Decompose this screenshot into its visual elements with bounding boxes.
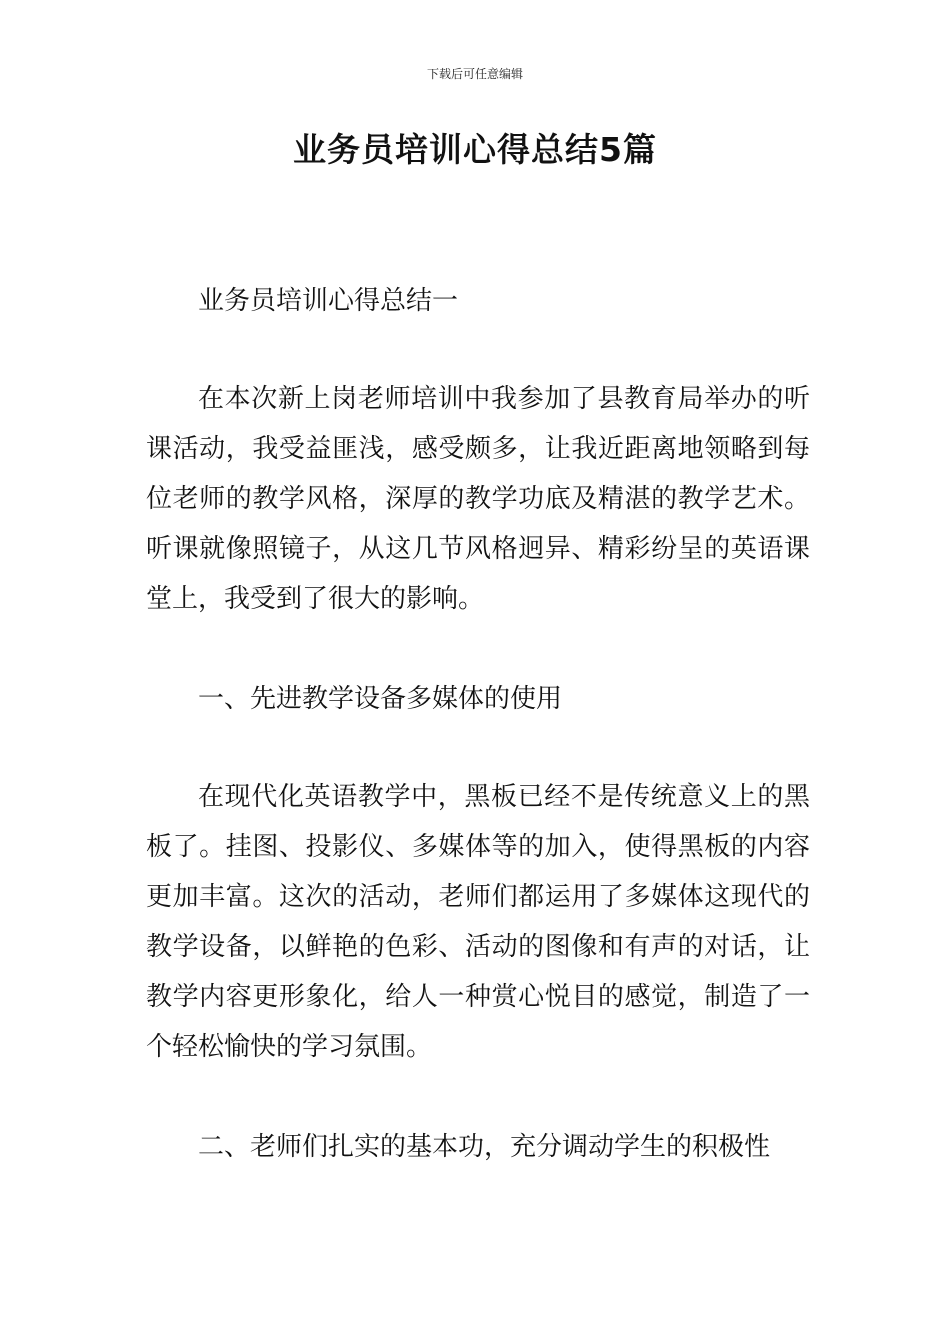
section-subtitle: 业务员培训心得总结一: [198, 286, 459, 316]
document-body: [146, 276, 810, 1172]
section-heading: 二、老师们扎实的基本功，充分调动学生的积极性: [198, 1132, 771, 1162]
header-note: 下载后可任意编辑: [426, 67, 523, 81]
body-paragraph: 在现代化英语教学中，黑板已经不是传统意义上的黑板了。挂图、投影仪、多媒体等的加入，使得黑板的内容更加丰富。这次的活动，老师们都运用了多媒体这现代的教学设备，以鲜艳的色彩、活动的图像和有声的对话，让教学内容更形象化，给人一种赏心悦目的感觉，制造了一个轻松愉快的学习氛围。: [146, 782, 810, 1062]
body-paragraph: 在本次新上岗老师培训中我参加了县教育局举办的听课活动，我受益匪浅，感受颇多，让我近距离地领略到每位老师的教学风格，深厚的教学功底及精湛的教学艺术。听课就像照镜子，从这几节风格迥异、精彩纷呈的英语课堂上，我受到了很大的影响。: [146, 384, 810, 614]
document-title: 业务员培训心得总结5篇: [293, 130, 657, 169]
section-heading: 一、先进教学设备多媒体的使用: [198, 684, 563, 714]
